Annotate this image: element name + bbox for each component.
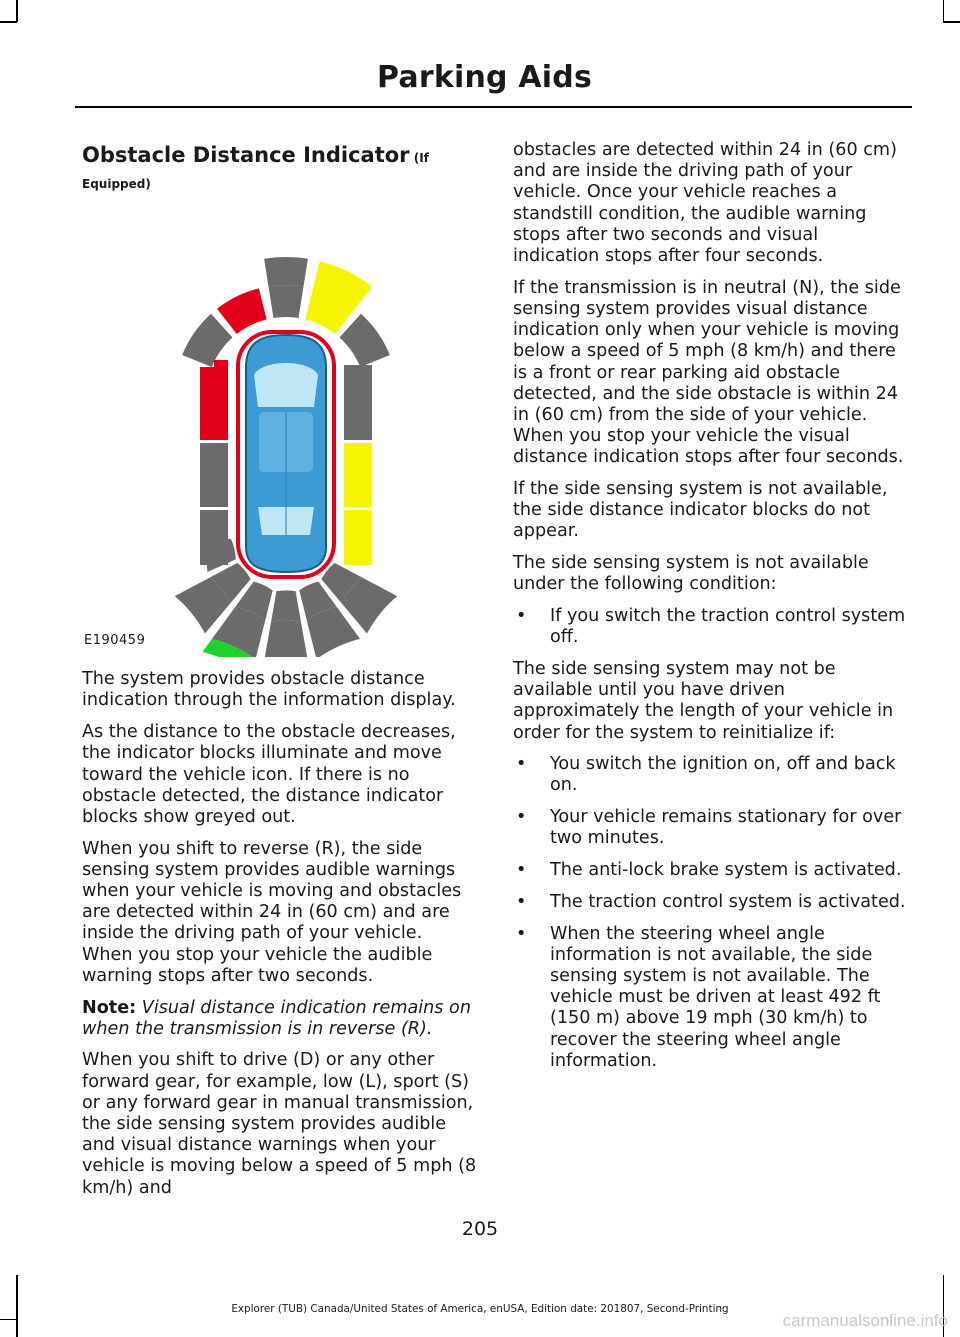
right-side-block xyxy=(344,510,372,565)
obstacle-indicator-diagram xyxy=(82,207,477,657)
paragraph: The system provides obstacle distance indication through the information display. xyxy=(82,669,456,711)
page-header-title: Parking Aids xyxy=(377,60,592,95)
paragraph: The side sensing system may not be available until you have driven approximately the length of your vehicle in order for the system to reinitialize if: xyxy=(513,658,894,743)
paragraph: If the transmission is in neutral (N), the side sensing system provides visual distance indication only when your vehicle is moving below a speed of 5 mph (8 km/h) and there is a front or rear parking aid obstacle detected, and the side obstacle is within 24 in (60 cm) from the side of your vehicle. When you stop your vehicle the visual distance indication stops after four seconds. xyxy=(513,277,904,468)
front-center-outer-block xyxy=(264,257,308,286)
list-item: • If you switch the traction control system off. xyxy=(513,606,908,648)
front-block xyxy=(217,289,267,335)
list-item: • Your vehicle remains stationary for over two minutes. xyxy=(513,807,908,849)
list-item: • You switch the ignition on, off and back on. xyxy=(513,754,908,796)
paragraph: When you shift to drive (D) or any other forward gear, for example, low (L), sport (S) or any forward gear in manual transmission, the side sensing system provides audible and visual distance warnings when your vehicle is moving below a speed of 5 mph (8 km/h) and xyxy=(82,1050,477,1198)
footer-text: Explorer (TUB) Canada/United States of America, enUSA, Edition date: 201807, Second-Printing xyxy=(231,1303,729,1315)
section-title xyxy=(82,143,477,170)
obstacle-indicator-figure xyxy=(82,207,477,657)
front-outer-block xyxy=(340,314,390,367)
crop-mark xyxy=(943,21,960,23)
note-label: Note: xyxy=(82,997,137,1018)
watermark: carmanualsonline.info xyxy=(782,1311,948,1330)
figure-id: E190459 xyxy=(84,633,146,648)
paragraph: If the side sensing system is not available, the side distance indicator blocks do not appear. xyxy=(513,479,888,542)
crop-mark xyxy=(0,1319,17,1321)
crop-mark xyxy=(16,0,18,22)
list-item: • The traction control system is activated. xyxy=(513,892,908,913)
section-title-text: Obstacle Distance Indicator xyxy=(82,143,410,167)
front-outer-block xyxy=(182,314,232,367)
bullet-list xyxy=(513,606,908,648)
left-side-block xyxy=(200,443,228,507)
note-text: Visual distance indication remains on when the transmission is in reverse (R). xyxy=(82,997,471,1039)
crop-mark xyxy=(943,0,945,22)
paragraph: obstacles are detected within 24 in (60 cm) and are inside the driving path of your vehicle. Once your vehicle reaches a standstill condition, the audible warning stops after two seconds and visual indication stops after four seconds. xyxy=(513,140,897,267)
paragraph: The side sensing system is not available under the following condition: xyxy=(513,553,869,595)
right-side-block xyxy=(344,443,372,507)
bullet-list xyxy=(513,754,908,1072)
list-item: • When the steering wheel angle information is not available, the side sensing system is not available. The vehicle must be driven at least 492 ft (150 m) above 19 mph (30 km/h) to recover the steering wheel angle information. xyxy=(513,924,908,1072)
paragraph: When you shift to reverse (R), the side sensing system provides audible warnings when your vehicle is moving and obstacles are detected within 24 in (60 cm) and are inside the driving path of your vehicle. When you stop your vehicle the audible warning stops after two seconds. xyxy=(82,838,462,986)
rear-center-block xyxy=(271,591,301,622)
section-title-qualifier: (If xyxy=(409,151,429,165)
header-rule xyxy=(75,106,912,108)
vehicle-icon xyxy=(238,332,334,577)
note xyxy=(82,998,477,1040)
list-item: • The anti-lock brake system is activated. xyxy=(513,860,908,881)
rear-center-block xyxy=(264,621,308,658)
crop-mark xyxy=(0,21,17,23)
right-column xyxy=(513,140,908,1082)
section-title-equipped: Equipped) xyxy=(82,177,151,191)
left-column xyxy=(82,140,477,1209)
right-side-block xyxy=(344,365,372,440)
left-side-block xyxy=(214,360,228,440)
page-number: 205 xyxy=(461,1218,499,1240)
front-center-block xyxy=(268,285,303,318)
paragraph: As the distance to the obstacle decreases, the indicator blocks illuminate and move toward the vehicle icon. If there is no obstacle detected, the distance indicator blocks show greyed out. xyxy=(82,722,456,827)
